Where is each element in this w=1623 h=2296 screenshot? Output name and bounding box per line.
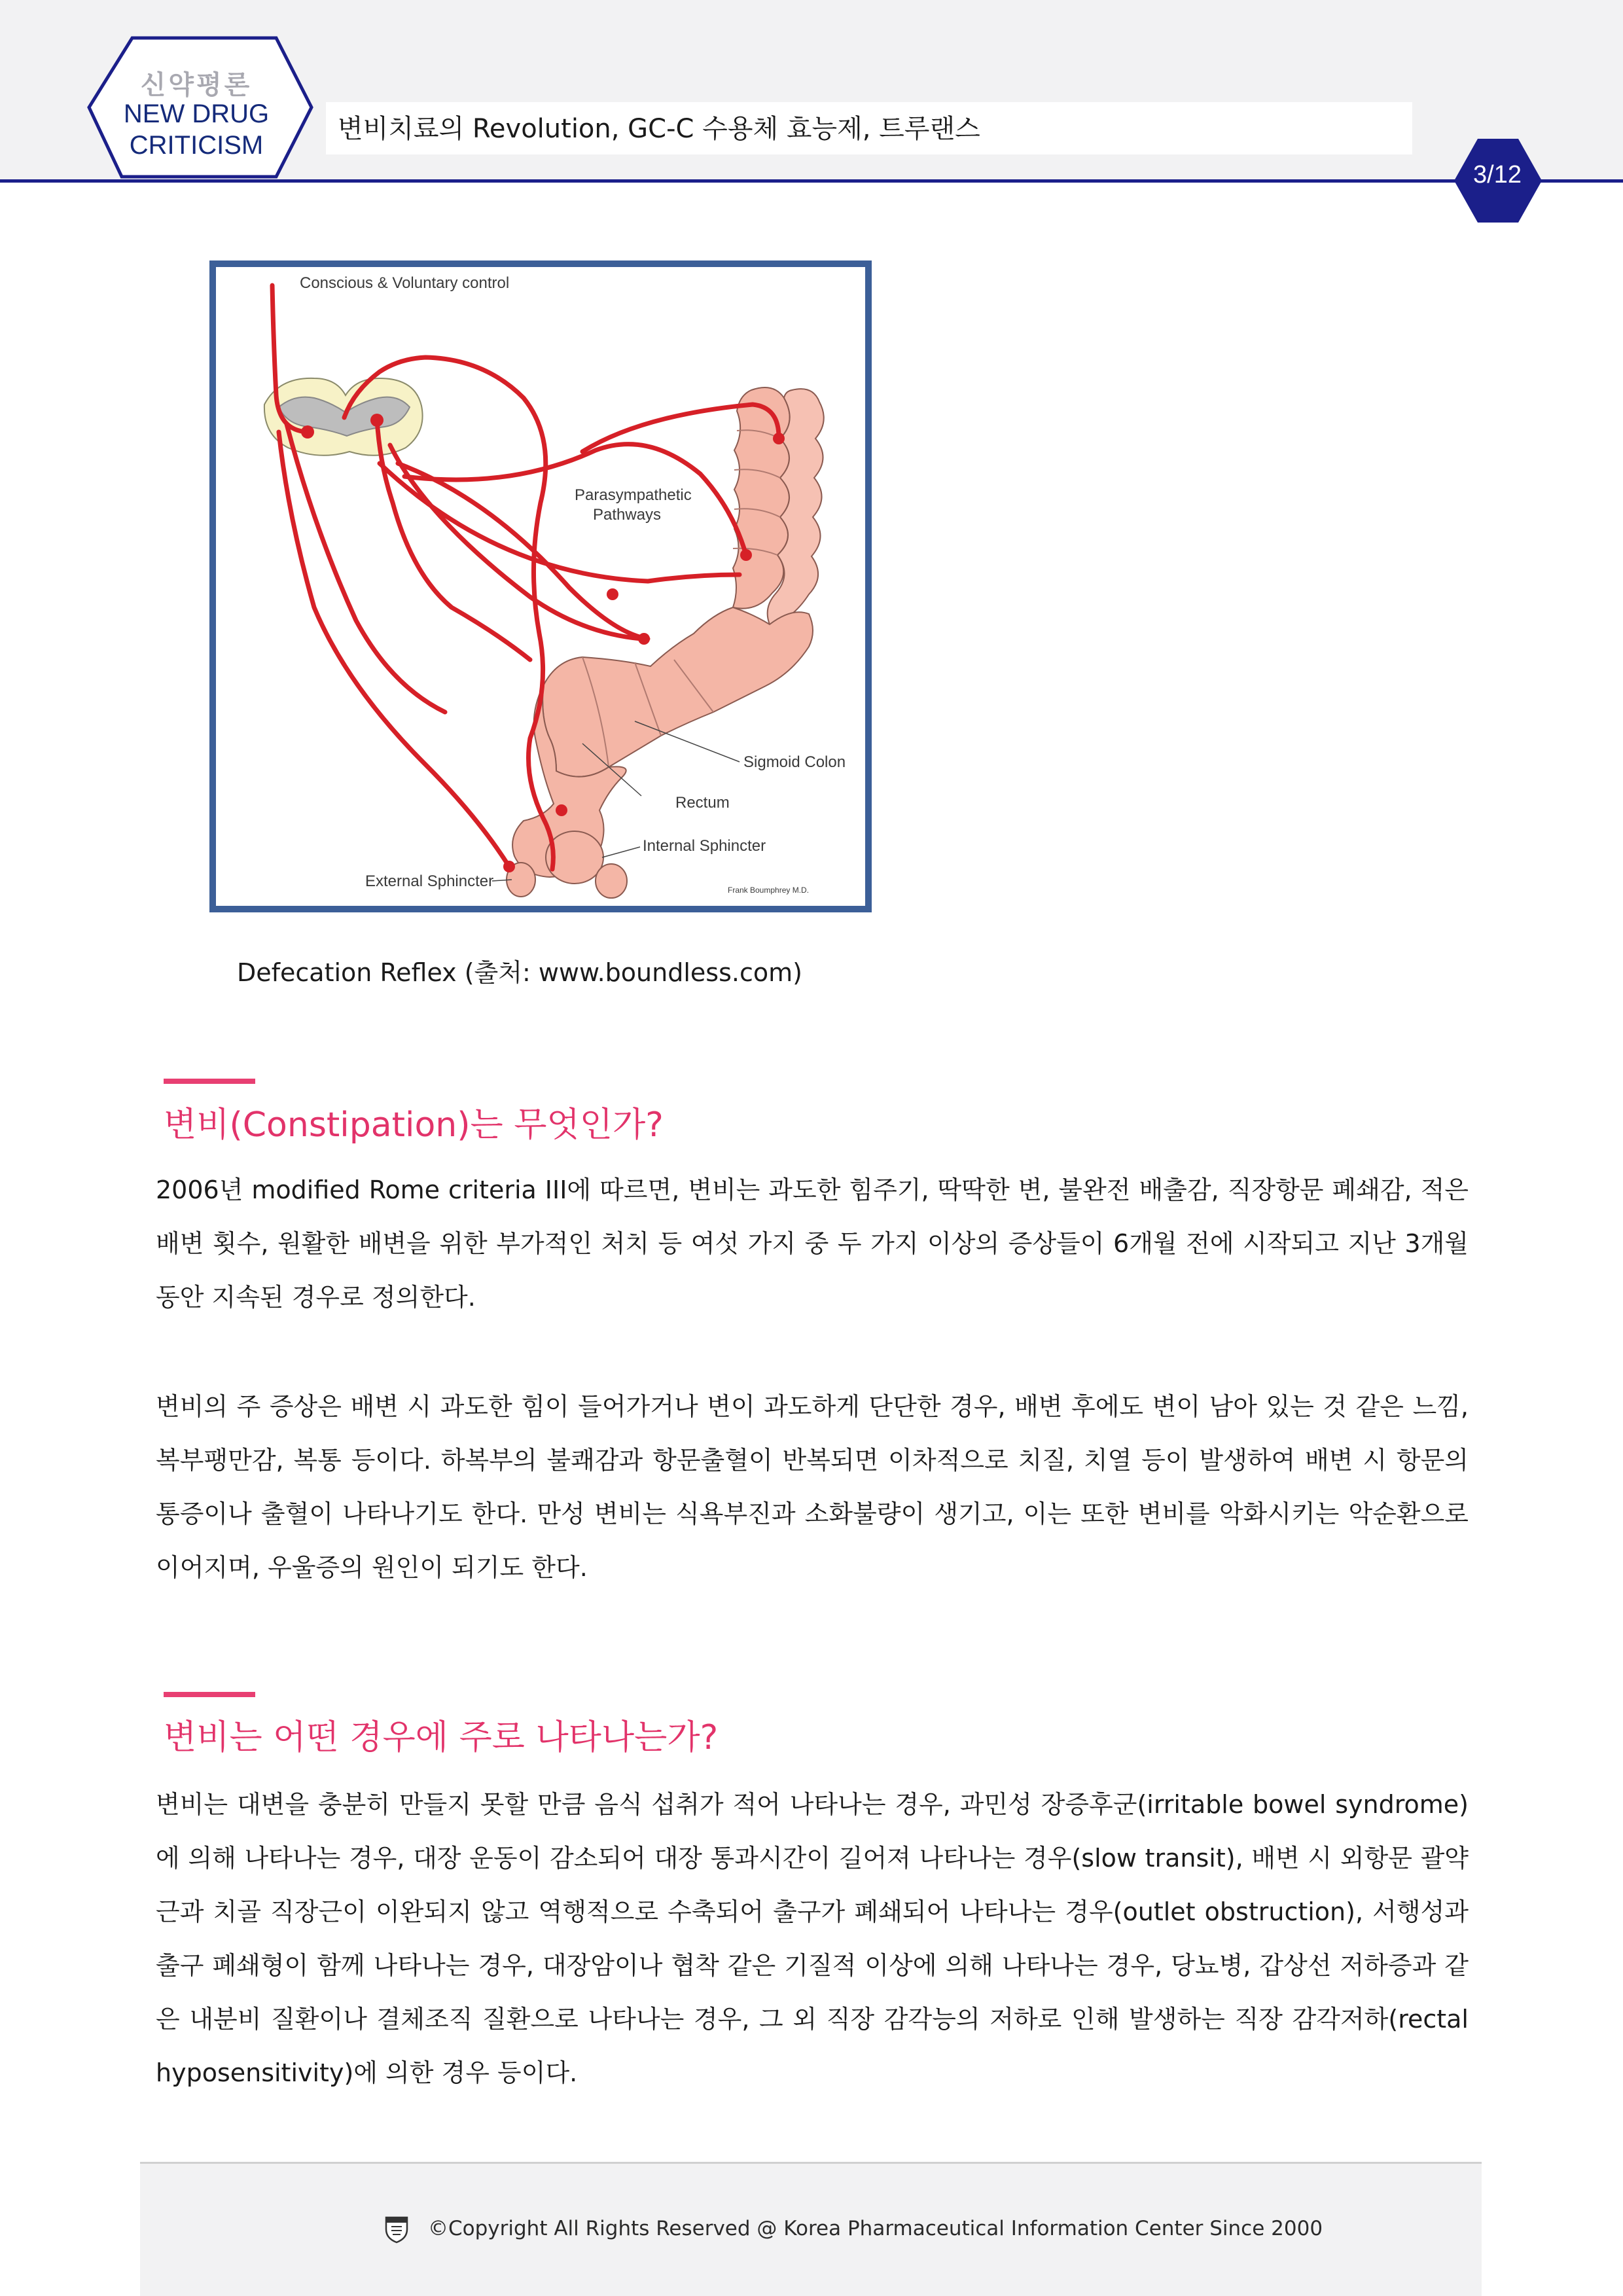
shield-emblem-icon bbox=[383, 2215, 410, 2244]
external-sphincter-right bbox=[596, 864, 627, 898]
label-pathways: Pathways bbox=[593, 506, 662, 524]
defecation-reflex-diagram bbox=[216, 267, 865, 906]
section-1-accent-bar bbox=[164, 1079, 255, 1084]
label-sigmoid-colon: Sigmoid Colon bbox=[743, 753, 846, 771]
label-conscious-control: Conscious & Voluntary control bbox=[300, 274, 510, 292]
document-title: 변비치료의 Revolution, GC-C 수용체 효능제, 트루랜스 bbox=[338, 114, 980, 144]
sigmoid-colon bbox=[543, 607, 813, 777]
section-2-accent-bar bbox=[164, 1692, 255, 1697]
logo-english-name bbox=[110, 98, 283, 161]
label-rectum: Rectum bbox=[675, 794, 730, 812]
neural-pathways bbox=[272, 285, 779, 869]
logo-korean-name: 신약평론 bbox=[140, 70, 253, 100]
defecation-reflex-figure bbox=[209, 260, 872, 912]
logo-line-2: CRITICISM bbox=[129, 131, 264, 160]
header-rule bbox=[0, 179, 1623, 183]
figure-caption: Defecation Reflex (출처: www.boundless.com) bbox=[237, 958, 802, 987]
figure-credit: Frank Boumphrey M.D. bbox=[728, 886, 810, 895]
label-external-sphincter: External Sphincter bbox=[365, 872, 494, 890]
label-parasympathetic: Parasympathetic bbox=[575, 486, 692, 504]
section-1-paragraph-2: 변비의 주 증상은 배변 시 과도한 힘이 들어가거나 변이 과도하게 단단한 경우, 배변 후에도 변이 남아 있는 것 같은 느낌, 복부팽만감, 복통 등이다. 하복부의 불쾌감과 항문출혈이 반복되면 이차적으로 치질, 치열 등이 발생하여 배변 시 항문의 통증이나 출혈이 나타나기도 한다. 만성 변비는 식욕부진과 소화불량이 생기고, 이는 또한 변비를 악화시키는 악순환으로 이어지며, 우울증의 원인이 되기도 한다. bbox=[156, 1392, 1469, 1582]
section-2-heading: 변비는 어떤 경우에 주로 나타나는가? bbox=[164, 1718, 719, 1757]
label-internal-sphincter: Internal Sphincter bbox=[643, 837, 766, 855]
section-1-heading: 변비(Constipation)는 무엇인가? bbox=[164, 1105, 664, 1145]
section-2-paragraph-1: 변비는 대변을 충분히 만들지 못할 만큼 음식 섭취가 적어 나타나는 경우, 과민성 장증후군(irritable bowel syndrome)에 의해 나타나는 경우, 대장 운동이 감소되어 대장 통과시간이 길어져 나타나는 경우(slow transit), 배변 시 외항문 괄약근과 치골 직장근이 이완되지 않고 역행적으로 수축되어 출구가 폐쇄되어 나타나는 경우(outlet obstruction), 서행성과 출구 폐쇄형이 함께 나타나는 경우, 대장암이나 협착 같은 기질적 이상에 의해 나타나는 경우, 당뇨병, 갑상선 저하증과 같은 내분비 질환이나 결체조직 질환으로 나타나는 경우, 그 외 직장 감각능의 저하로 인해 발생하는 직장 감각저하(rectal hyposensitivity)에 의한 경우 등이다. bbox=[156, 1790, 1469, 2087]
footer-copyright: ©Copyright All Rights Reserved @ Korea Pharmaceutical Information Center Since 2000 bbox=[428, 2217, 1323, 2240]
logo-line-1: NEW DRUG bbox=[123, 99, 270, 128]
section-1-paragraph-1: 2006년 modified Rome criteria III에 따르면, 변비는 과도한 힘주기, 딱딱한 변, 불완전 배출감, 직장항문 폐쇄감, 적은 배변 횟수, 원활한 배변을 위한 부가적인 처치 등 여섯 가지 중 두 가지 이상의 증상들이 6개월 전에 시작되고 지난 3개월 동안 지속된 경우로 정의한다. bbox=[156, 1175, 1469, 1312]
page-number: 3/12 bbox=[1473, 161, 1522, 188]
